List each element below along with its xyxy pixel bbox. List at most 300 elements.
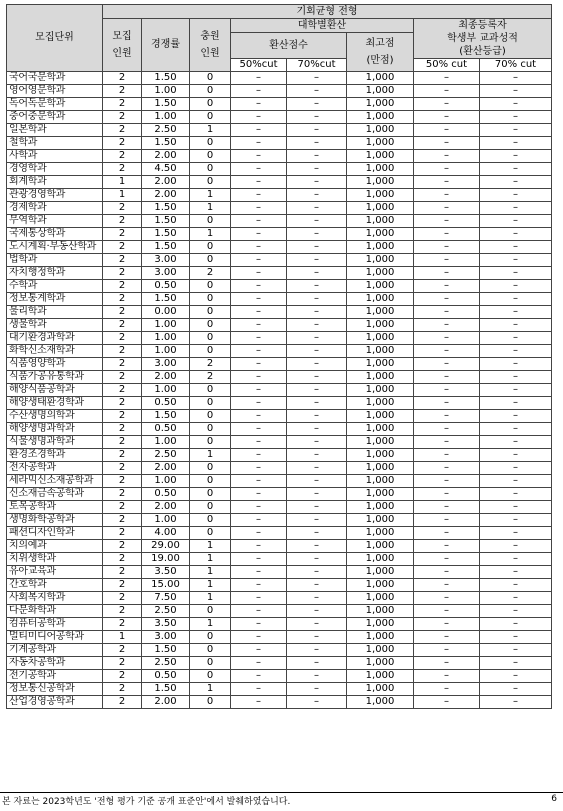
quota-cell: 2 bbox=[103, 371, 142, 384]
dept-name-cell: 환경조경학과 bbox=[7, 449, 103, 462]
final-cut70-cell: – bbox=[480, 631, 552, 644]
max-score-cell: 1,000 bbox=[347, 228, 414, 241]
conv-cut50-cell: – bbox=[231, 280, 287, 293]
final-cut50-cell: – bbox=[414, 306, 480, 319]
conv-cut50-cell: – bbox=[231, 254, 287, 267]
max-score-cell: 1,000 bbox=[347, 280, 414, 293]
final-cut70-cell: – bbox=[480, 683, 552, 696]
conv-cut70-cell: – bbox=[287, 683, 347, 696]
final-cut70-cell: – bbox=[480, 137, 552, 150]
quota-cell: 2 bbox=[103, 319, 142, 332]
conv-cut70-cell: – bbox=[287, 384, 347, 397]
quota-cell: 2 bbox=[103, 579, 142, 592]
conv-cut70-cell: – bbox=[287, 98, 347, 111]
max-score-cell: 1,000 bbox=[347, 98, 414, 111]
final-cut50-cell: – bbox=[414, 553, 480, 566]
conv-cut50-cell: – bbox=[231, 501, 287, 514]
extra-admits-cell: 0 bbox=[190, 293, 231, 306]
max-score-cell: 1,000 bbox=[347, 436, 414, 449]
final-cut70-cell: – bbox=[480, 124, 552, 137]
conv-cut70-cell: – bbox=[287, 527, 347, 540]
table-row bbox=[7, 254, 552, 267]
conv-cut70-cell: – bbox=[287, 618, 347, 631]
table-row bbox=[7, 306, 552, 319]
final-cut70-cell: – bbox=[480, 176, 552, 189]
conv-cut70-cell: – bbox=[287, 696, 347, 709]
final-cut50-cell: – bbox=[414, 163, 480, 176]
conv-cut70-cell: – bbox=[287, 228, 347, 241]
extra-admits-cell: 0 bbox=[190, 644, 231, 657]
quota-cell: 2 bbox=[103, 332, 142, 345]
final-cut50-cell: – bbox=[414, 254, 480, 267]
extra-admits-cell: 0 bbox=[190, 657, 231, 670]
quota-cell: 2 bbox=[103, 527, 142, 540]
table-row bbox=[7, 228, 552, 241]
quota-cell: 1 bbox=[103, 176, 142, 189]
quota-cell: 2 bbox=[103, 566, 142, 579]
extra-admits-cell: 0 bbox=[190, 670, 231, 683]
conv-cut70-cell: – bbox=[287, 137, 347, 150]
final-cut70-cell: – bbox=[480, 501, 552, 514]
final-cut50-cell: – bbox=[414, 670, 480, 683]
table-row bbox=[7, 215, 552, 228]
max-score-cell: 1,000 bbox=[347, 397, 414, 410]
conv-cut70-cell: – bbox=[287, 371, 347, 384]
conv-cut50-cell: – bbox=[231, 514, 287, 527]
table-row bbox=[7, 527, 552, 540]
final-cut70-cell: – bbox=[480, 111, 552, 124]
dept-name-cell: 자동차공학과 bbox=[7, 657, 103, 670]
conv-cut50-cell: – bbox=[231, 150, 287, 163]
final-cut70-cell: – bbox=[480, 488, 552, 501]
final-cut50-cell: – bbox=[414, 85, 480, 98]
conv-cut70-cell: – bbox=[287, 72, 347, 85]
max-score-cell: 1,000 bbox=[347, 683, 414, 696]
competition-ratio-cell: 3.00 bbox=[142, 358, 190, 371]
conv-cut50-cell: – bbox=[231, 293, 287, 306]
final-cut50-cell: – bbox=[414, 657, 480, 670]
dept-name-cell: 무역학과 bbox=[7, 215, 103, 228]
competition-ratio-cell: 1.00 bbox=[142, 475, 190, 488]
extra-admits-cell: 1 bbox=[190, 124, 231, 137]
competition-ratio-cell: 2.50 bbox=[142, 657, 190, 670]
max-score-cell: 1,000 bbox=[347, 462, 414, 475]
conv-cut70-cell: – bbox=[287, 345, 347, 358]
competition-ratio-cell: 2.00 bbox=[142, 189, 190, 202]
conv-cut50-cell: – bbox=[231, 618, 287, 631]
extra-admits-cell: 0 bbox=[190, 254, 231, 267]
table-row bbox=[7, 241, 552, 254]
table-row bbox=[7, 72, 552, 85]
extra-admits-cell: 0 bbox=[190, 306, 231, 319]
final-cut70-cell: – bbox=[480, 436, 552, 449]
conv-cut70-cell: – bbox=[287, 566, 347, 579]
final-cut70-cell: – bbox=[480, 189, 552, 202]
table-row bbox=[7, 98, 552, 111]
table-row bbox=[7, 514, 552, 527]
conv-cut70-cell: – bbox=[287, 358, 347, 371]
competition-ratio-cell: 3.00 bbox=[142, 631, 190, 644]
competition-ratio-cell: 1.00 bbox=[142, 384, 190, 397]
final-cut50-cell: – bbox=[414, 605, 480, 618]
table-row bbox=[7, 449, 552, 462]
competition-ratio-cell: 2.50 bbox=[142, 449, 190, 462]
dept-name-cell: 도시계획·부동산학과 bbox=[7, 241, 103, 254]
final-cut70-cell: – bbox=[480, 449, 552, 462]
final-cut70-cell: – bbox=[480, 670, 552, 683]
extra-admits-cell: 0 bbox=[190, 605, 231, 618]
table-row bbox=[7, 605, 552, 618]
competition-ratio-cell: 1.00 bbox=[142, 111, 190, 124]
competition-ratio-cell: 19.00 bbox=[142, 553, 190, 566]
extra-admits-cell: 0 bbox=[190, 163, 231, 176]
final-cut70-cell: – bbox=[480, 358, 552, 371]
conv-cut50-cell: – bbox=[231, 98, 287, 111]
conv-cut70-cell: – bbox=[287, 111, 347, 124]
dept-name-cell: 멀티미디어공학과 bbox=[7, 631, 103, 644]
quota-cell: 2 bbox=[103, 475, 142, 488]
final-cut70-cell: – bbox=[480, 163, 552, 176]
final-cut50-cell: – bbox=[414, 215, 480, 228]
final-cut70-cell: – bbox=[480, 514, 552, 527]
final-cut50-cell: – bbox=[414, 345, 480, 358]
max-score-cell: 1,000 bbox=[347, 644, 414, 657]
conv-cut70-cell: – bbox=[287, 124, 347, 137]
dept-name-cell: 경제학과 bbox=[7, 202, 103, 215]
final-cut70-cell: – bbox=[480, 410, 552, 423]
max-score-cell: 1,000 bbox=[347, 540, 414, 553]
quota-cell: 2 bbox=[103, 540, 142, 553]
final-cut70-cell: – bbox=[480, 254, 552, 267]
competition-ratio-cell: 0.50 bbox=[142, 423, 190, 436]
max-score-cell: 1,000 bbox=[347, 371, 414, 384]
final-cut50-cell: – bbox=[414, 111, 480, 124]
final-cut70-cell: – bbox=[480, 423, 552, 436]
dept-name-cell: 국어국문학과 bbox=[7, 72, 103, 85]
max-score-cell: 1,000 bbox=[347, 241, 414, 254]
extra-admits-cell: 1 bbox=[190, 592, 231, 605]
quota-cell: 2 bbox=[103, 241, 142, 254]
header-max-score: 최고점 (만점) bbox=[347, 33, 414, 72]
conv-cut70-cell: – bbox=[287, 423, 347, 436]
final-cut50-cell: – bbox=[414, 189, 480, 202]
final-cut70-cell: – bbox=[480, 202, 552, 215]
final-cut70-cell: – bbox=[480, 592, 552, 605]
quota-cell: 2 bbox=[103, 618, 142, 631]
conv-cut50-cell: – bbox=[231, 202, 287, 215]
table-row bbox=[7, 150, 552, 163]
dept-name-cell: 사회복지학과 bbox=[7, 592, 103, 605]
extra-admits-cell: 0 bbox=[190, 631, 231, 644]
footer-note: 본 자료는 2023학년도 '전형 평가 기준 공개 표준안'에서 발췌하였습니다. bbox=[2, 797, 291, 807]
conv-cut70-cell: – bbox=[287, 176, 347, 189]
competition-ratio-cell: 2.00 bbox=[142, 462, 190, 475]
max-score-cell: 1,000 bbox=[347, 293, 414, 306]
dept-name-cell: 해양생태환경학과 bbox=[7, 397, 103, 410]
conv-cut50-cell: – bbox=[231, 215, 287, 228]
competition-ratio-cell: 2.50 bbox=[142, 124, 190, 137]
conv-cut50-cell: – bbox=[231, 241, 287, 254]
extra-admits-cell: 0 bbox=[190, 280, 231, 293]
dept-name-cell: 전기공학과 bbox=[7, 670, 103, 683]
dept-name-cell: 치의예과 bbox=[7, 540, 103, 553]
header-ratio: 경쟁률 bbox=[142, 19, 190, 72]
max-score-cell: 1,000 bbox=[347, 592, 414, 605]
max-score-cell: 1,000 bbox=[347, 150, 414, 163]
final-cut50-cell: – bbox=[414, 358, 480, 371]
table-row bbox=[7, 462, 552, 475]
quota-cell: 2 bbox=[103, 150, 142, 163]
quota-cell: 2 bbox=[103, 462, 142, 475]
quota-cell: 2 bbox=[103, 358, 142, 371]
quota-cell: 2 bbox=[103, 85, 142, 98]
conv-cut50-cell: – bbox=[231, 696, 287, 709]
final-cut50-cell: – bbox=[414, 124, 480, 137]
final-cut50-cell: – bbox=[414, 696, 480, 709]
table-row bbox=[7, 501, 552, 514]
final-cut50-cell: – bbox=[414, 631, 480, 644]
conv-cut70-cell: – bbox=[287, 267, 347, 280]
table-row bbox=[7, 345, 552, 358]
max-score-cell: 1,000 bbox=[347, 566, 414, 579]
conv-cut50-cell: – bbox=[231, 85, 287, 98]
final-cut70-cell: – bbox=[480, 696, 552, 709]
final-cut70-cell: – bbox=[480, 384, 552, 397]
max-score-cell: 1,000 bbox=[347, 332, 414, 345]
max-score-cell: 1,000 bbox=[347, 189, 414, 202]
max-score-cell: 1,000 bbox=[347, 449, 414, 462]
extra-admits-cell: 1 bbox=[190, 566, 231, 579]
competition-ratio-cell: 29.00 bbox=[142, 540, 190, 553]
max-score-cell: 1,000 bbox=[347, 319, 414, 332]
quota-cell: 2 bbox=[103, 228, 142, 241]
dept-name-cell: 다문화학과 bbox=[7, 605, 103, 618]
max-score-cell: 1,000 bbox=[347, 163, 414, 176]
conv-cut50-cell: – bbox=[231, 488, 287, 501]
table-row bbox=[7, 423, 552, 436]
conv-cut50-cell: – bbox=[231, 358, 287, 371]
final-cut50-cell: – bbox=[414, 371, 480, 384]
dept-name-cell: 식물생명과학과 bbox=[7, 436, 103, 449]
max-score-cell: 1,000 bbox=[347, 72, 414, 85]
dept-name-cell: 생명화학공학과 bbox=[7, 514, 103, 527]
dept-name-cell: 독어독문학과 bbox=[7, 98, 103, 111]
competition-ratio-cell: 4.50 bbox=[142, 163, 190, 176]
conv-cut70-cell: – bbox=[287, 644, 347, 657]
quota-cell: 2 bbox=[103, 410, 142, 423]
table-row bbox=[7, 566, 552, 579]
competition-ratio-cell: 1.50 bbox=[142, 137, 190, 150]
extra-admits-cell: 0 bbox=[190, 241, 231, 254]
extra-admits-cell: 0 bbox=[190, 215, 231, 228]
table-row bbox=[7, 488, 552, 501]
final-cut50-cell: – bbox=[414, 202, 480, 215]
final-cut70-cell: – bbox=[480, 605, 552, 618]
conv-cut70-cell: – bbox=[287, 514, 347, 527]
conv-cut50-cell: – bbox=[231, 319, 287, 332]
extra-admits-cell: 2 bbox=[190, 358, 231, 371]
conv-cut50-cell: – bbox=[231, 579, 287, 592]
dept-name-cell: 관광경영학과 bbox=[7, 189, 103, 202]
quota-cell: 2 bbox=[103, 111, 142, 124]
dept-name-cell: 신소재금속공학과 bbox=[7, 488, 103, 501]
final-cut50-cell: – bbox=[414, 267, 480, 280]
extra-admits-cell: 0 bbox=[190, 475, 231, 488]
extra-admits-cell: 0 bbox=[190, 176, 231, 189]
competition-ratio-cell: 3.00 bbox=[142, 254, 190, 267]
quota-cell: 2 bbox=[103, 592, 142, 605]
dept-name-cell: 간호학과 bbox=[7, 579, 103, 592]
conv-cut50-cell: – bbox=[231, 124, 287, 137]
table-row bbox=[7, 137, 552, 150]
extra-admits-cell: 1 bbox=[190, 202, 231, 215]
competition-ratio-cell: 0.50 bbox=[142, 280, 190, 293]
table-row bbox=[7, 371, 552, 384]
dept-name-cell: 국제통상학과 bbox=[7, 228, 103, 241]
competition-ratio-cell: 3.50 bbox=[142, 618, 190, 631]
conv-cut50-cell: – bbox=[231, 553, 287, 566]
competition-ratio-cell: 3.00 bbox=[142, 267, 190, 280]
conv-cut70-cell: – bbox=[287, 605, 347, 618]
final-cut70-cell: – bbox=[480, 319, 552, 332]
competition-ratio-cell: 2.00 bbox=[142, 501, 190, 514]
extra-admits-cell: 1 bbox=[190, 540, 231, 553]
quota-cell: 2 bbox=[103, 514, 142, 527]
final-cut50-cell: – bbox=[414, 150, 480, 163]
quota-cell: 2 bbox=[103, 488, 142, 501]
quota-cell: 2 bbox=[103, 98, 142, 111]
final-cut50-cell: – bbox=[414, 566, 480, 579]
final-cut70-cell: – bbox=[480, 618, 552, 631]
competition-ratio-cell: 2.00 bbox=[142, 150, 190, 163]
header-track: 기회균형 전형 bbox=[103, 5, 552, 19]
extra-admits-cell: 0 bbox=[190, 488, 231, 501]
quota-cell: 2 bbox=[103, 202, 142, 215]
conv-cut50-cell: – bbox=[231, 449, 287, 462]
extra-admits-cell: 0 bbox=[190, 85, 231, 98]
table-row bbox=[7, 384, 552, 397]
final-cut50-cell: – bbox=[414, 488, 480, 501]
extra-admits-cell: 2 bbox=[190, 267, 231, 280]
extra-admits-cell: 0 bbox=[190, 423, 231, 436]
extra-admits-cell: 0 bbox=[190, 436, 231, 449]
competition-ratio-cell: 1.00 bbox=[142, 514, 190, 527]
quota-cell: 2 bbox=[103, 657, 142, 670]
table-row bbox=[7, 657, 552, 670]
final-cut50-cell: – bbox=[414, 644, 480, 657]
final-cut70-cell: – bbox=[480, 332, 552, 345]
final-cut70-cell: – bbox=[480, 241, 552, 254]
quota-cell: 2 bbox=[103, 267, 142, 280]
competition-ratio-cell: 1.50 bbox=[142, 644, 190, 657]
quota-cell: 2 bbox=[103, 254, 142, 267]
final-cut50-cell: – bbox=[414, 280, 480, 293]
quota-cell: 2 bbox=[103, 384, 142, 397]
conv-cut70-cell: – bbox=[287, 657, 347, 670]
competition-ratio-cell: 1.50 bbox=[142, 683, 190, 696]
dept-name-cell: 치위생학과 bbox=[7, 553, 103, 566]
competition-ratio-cell: 1.00 bbox=[142, 332, 190, 345]
table-row bbox=[7, 319, 552, 332]
competition-ratio-cell: 3.50 bbox=[142, 566, 190, 579]
table-row bbox=[7, 644, 552, 657]
final-cut50-cell: – bbox=[414, 319, 480, 332]
conv-cut70-cell: – bbox=[287, 215, 347, 228]
max-score-cell: 1,000 bbox=[347, 345, 414, 358]
max-score-cell: 1,000 bbox=[347, 579, 414, 592]
header-final: 최종등록자 학생부 교과성적 (환산등급) bbox=[414, 19, 552, 59]
max-score-cell: 1,000 bbox=[347, 358, 414, 371]
dept-name-cell: 생물학과 bbox=[7, 319, 103, 332]
final-cut70-cell: – bbox=[480, 150, 552, 163]
quota-cell: 2 bbox=[103, 72, 142, 85]
competition-ratio-cell: 1.00 bbox=[142, 85, 190, 98]
competition-ratio-cell: 1.50 bbox=[142, 215, 190, 228]
competition-ratio-cell: 1.50 bbox=[142, 293, 190, 306]
extra-admits-cell: 0 bbox=[190, 397, 231, 410]
extra-admits-cell: 0 bbox=[190, 319, 231, 332]
dept-name-cell: 산업경영공학과 bbox=[7, 696, 103, 709]
header-cut50: 50%cut bbox=[231, 59, 287, 72]
competition-ratio-cell: 1.50 bbox=[142, 202, 190, 215]
max-score-cell: 1,000 bbox=[347, 488, 414, 501]
dept-name-cell: 일본학과 bbox=[7, 124, 103, 137]
conv-cut70-cell: – bbox=[287, 254, 347, 267]
dept-name-cell: 컴퓨터공학과 bbox=[7, 618, 103, 631]
header-unit: 모집단위 bbox=[7, 5, 103, 72]
dept-name-cell: 해양식품공학과 bbox=[7, 384, 103, 397]
competition-ratio-cell: 7.50 bbox=[142, 592, 190, 605]
final-cut50-cell: – bbox=[414, 176, 480, 189]
conv-cut50-cell: – bbox=[231, 462, 287, 475]
max-score-cell: 1,000 bbox=[347, 475, 414, 488]
table-row bbox=[7, 202, 552, 215]
conv-cut50-cell: – bbox=[231, 306, 287, 319]
extra-admits-cell: 0 bbox=[190, 410, 231, 423]
conv-cut50-cell: – bbox=[231, 228, 287, 241]
max-score-cell: 1,000 bbox=[347, 696, 414, 709]
header-cut70: 70%cut bbox=[287, 59, 347, 72]
extra-admits-cell: 1 bbox=[190, 683, 231, 696]
extra-admits-cell: 0 bbox=[190, 462, 231, 475]
conv-cut50-cell: – bbox=[231, 631, 287, 644]
max-score-cell: 1,000 bbox=[347, 111, 414, 124]
final-cut70-cell: – bbox=[480, 462, 552, 475]
quota-cell: 2 bbox=[103, 423, 142, 436]
final-cut70-cell: – bbox=[480, 228, 552, 241]
conv-cut50-cell: – bbox=[231, 566, 287, 579]
competition-ratio-cell: 15.00 bbox=[142, 579, 190, 592]
max-score-cell: 1,000 bbox=[347, 384, 414, 397]
dept-name-cell: 전자공학과 bbox=[7, 462, 103, 475]
conv-cut50-cell: – bbox=[231, 111, 287, 124]
dept-name-cell: 기계공학과 bbox=[7, 644, 103, 657]
extra-admits-cell: 0 bbox=[190, 384, 231, 397]
final-cut50-cell: – bbox=[414, 397, 480, 410]
admissions-table bbox=[6, 4, 552, 709]
dept-name-cell: 정보통신공학과 bbox=[7, 683, 103, 696]
conv-cut50-cell: – bbox=[231, 72, 287, 85]
table-row bbox=[7, 683, 552, 696]
conv-cut50-cell: – bbox=[231, 670, 287, 683]
header-quota: 모집 인원 bbox=[103, 19, 142, 72]
table-row bbox=[7, 696, 552, 709]
competition-ratio-cell: 1.50 bbox=[142, 98, 190, 111]
page-number: 6 bbox=[551, 794, 557, 804]
competition-ratio-cell: 2.50 bbox=[142, 605, 190, 618]
final-cut50-cell: – bbox=[414, 514, 480, 527]
max-score-cell: 1,000 bbox=[347, 410, 414, 423]
